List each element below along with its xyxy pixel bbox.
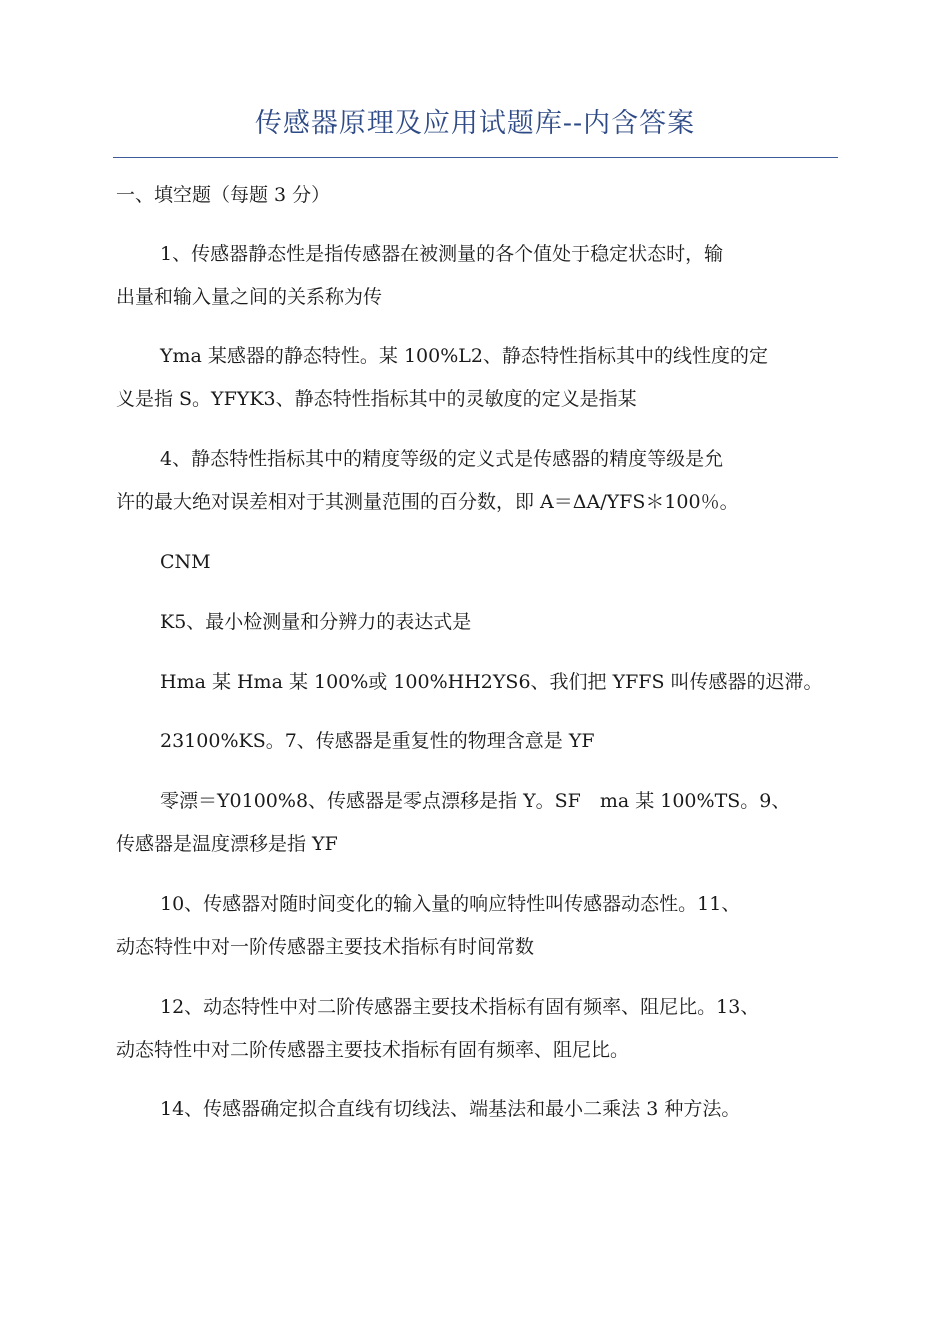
paragraph-line: 12、动态特性中对二阶传感器主要技术指标有固有频率、阻尼比。13、	[160, 996, 760, 1018]
paragraph-line: CNM	[160, 551, 211, 573]
document-title: 传感器原理及应用试题库--内含答案	[254, 108, 696, 139]
paragraph-4	[116, 541, 856, 584]
paragraph-line: 动态特性中对二阶传感器主要技术指标有固有频率、阻尼比。	[116, 1039, 630, 1061]
paragraph-line: 义是指 S。YFYK3、静态特性指标其中的灵敏度的定义是指某	[116, 388, 637, 410]
paragraph-line: 许的最大绝对误差相对于其测量范围的百分数，即 A＝ΔA/YFS＊100％。	[116, 491, 739, 513]
paragraph-line: 动态特性中对一阶传感器主要技术指标有时间常数	[116, 936, 535, 958]
paragraph-7	[116, 720, 856, 763]
paragraph-line: 14、传感器确定拟合直线有切线法、端基法和最小二乘法 3 种方法。	[160, 1098, 741, 1120]
paragraph-line: 零漂＝Y0100%8、传感器是零点漂移是指 Y。SF ma 某 100%TS。9、	[160, 790, 791, 812]
paragraph-line: 出量和输入量之间的关系称为传	[116, 286, 383, 308]
paragraph-1	[116, 233, 856, 319]
paragraph-10	[116, 986, 856, 1072]
paragraph-2	[116, 335, 856, 421]
paragraph-line: 23100%KS。7、传感器是重复性的物理含意是 YF	[160, 730, 595, 752]
section-heading: 一、填空题（每题 3 分）	[116, 184, 331, 206]
paragraph-line: Yma 某感器的静态特性。某 100%L2、静态特性指标其中的线性度的定	[160, 345, 768, 367]
paragraph-line: Hma 某 Hma 某 100%或 100%HH2YS6、我们把 YFFS 叫传感器的迟滞。	[160, 671, 823, 693]
paragraph-6	[116, 661, 856, 704]
paragraph-5	[116, 601, 856, 644]
paragraph-8	[116, 780, 856, 866]
title-divider	[113, 157, 838, 158]
paragraph-line: 1、传感器静态性是指传感器在被测量的各个值处于稳定状态时，输	[160, 243, 724, 265]
paragraph-line: 传感器是温度漂移是指 YF	[116, 833, 338, 855]
paragraph-11	[116, 1088, 856, 1131]
paragraph-3	[116, 438, 856, 524]
paragraph-line: 10、传感器对随时间变化的输入量的响应特性叫传感器动态性。11、	[160, 893, 741, 915]
paragraph-line: 4、静态特性指标其中的精度等级的定义式是传感器的精度等级是允	[160, 448, 724, 470]
paragraph-line: K5、最小检测量和分辨力的表达式是	[160, 611, 472, 633]
paragraph-9	[116, 883, 856, 969]
